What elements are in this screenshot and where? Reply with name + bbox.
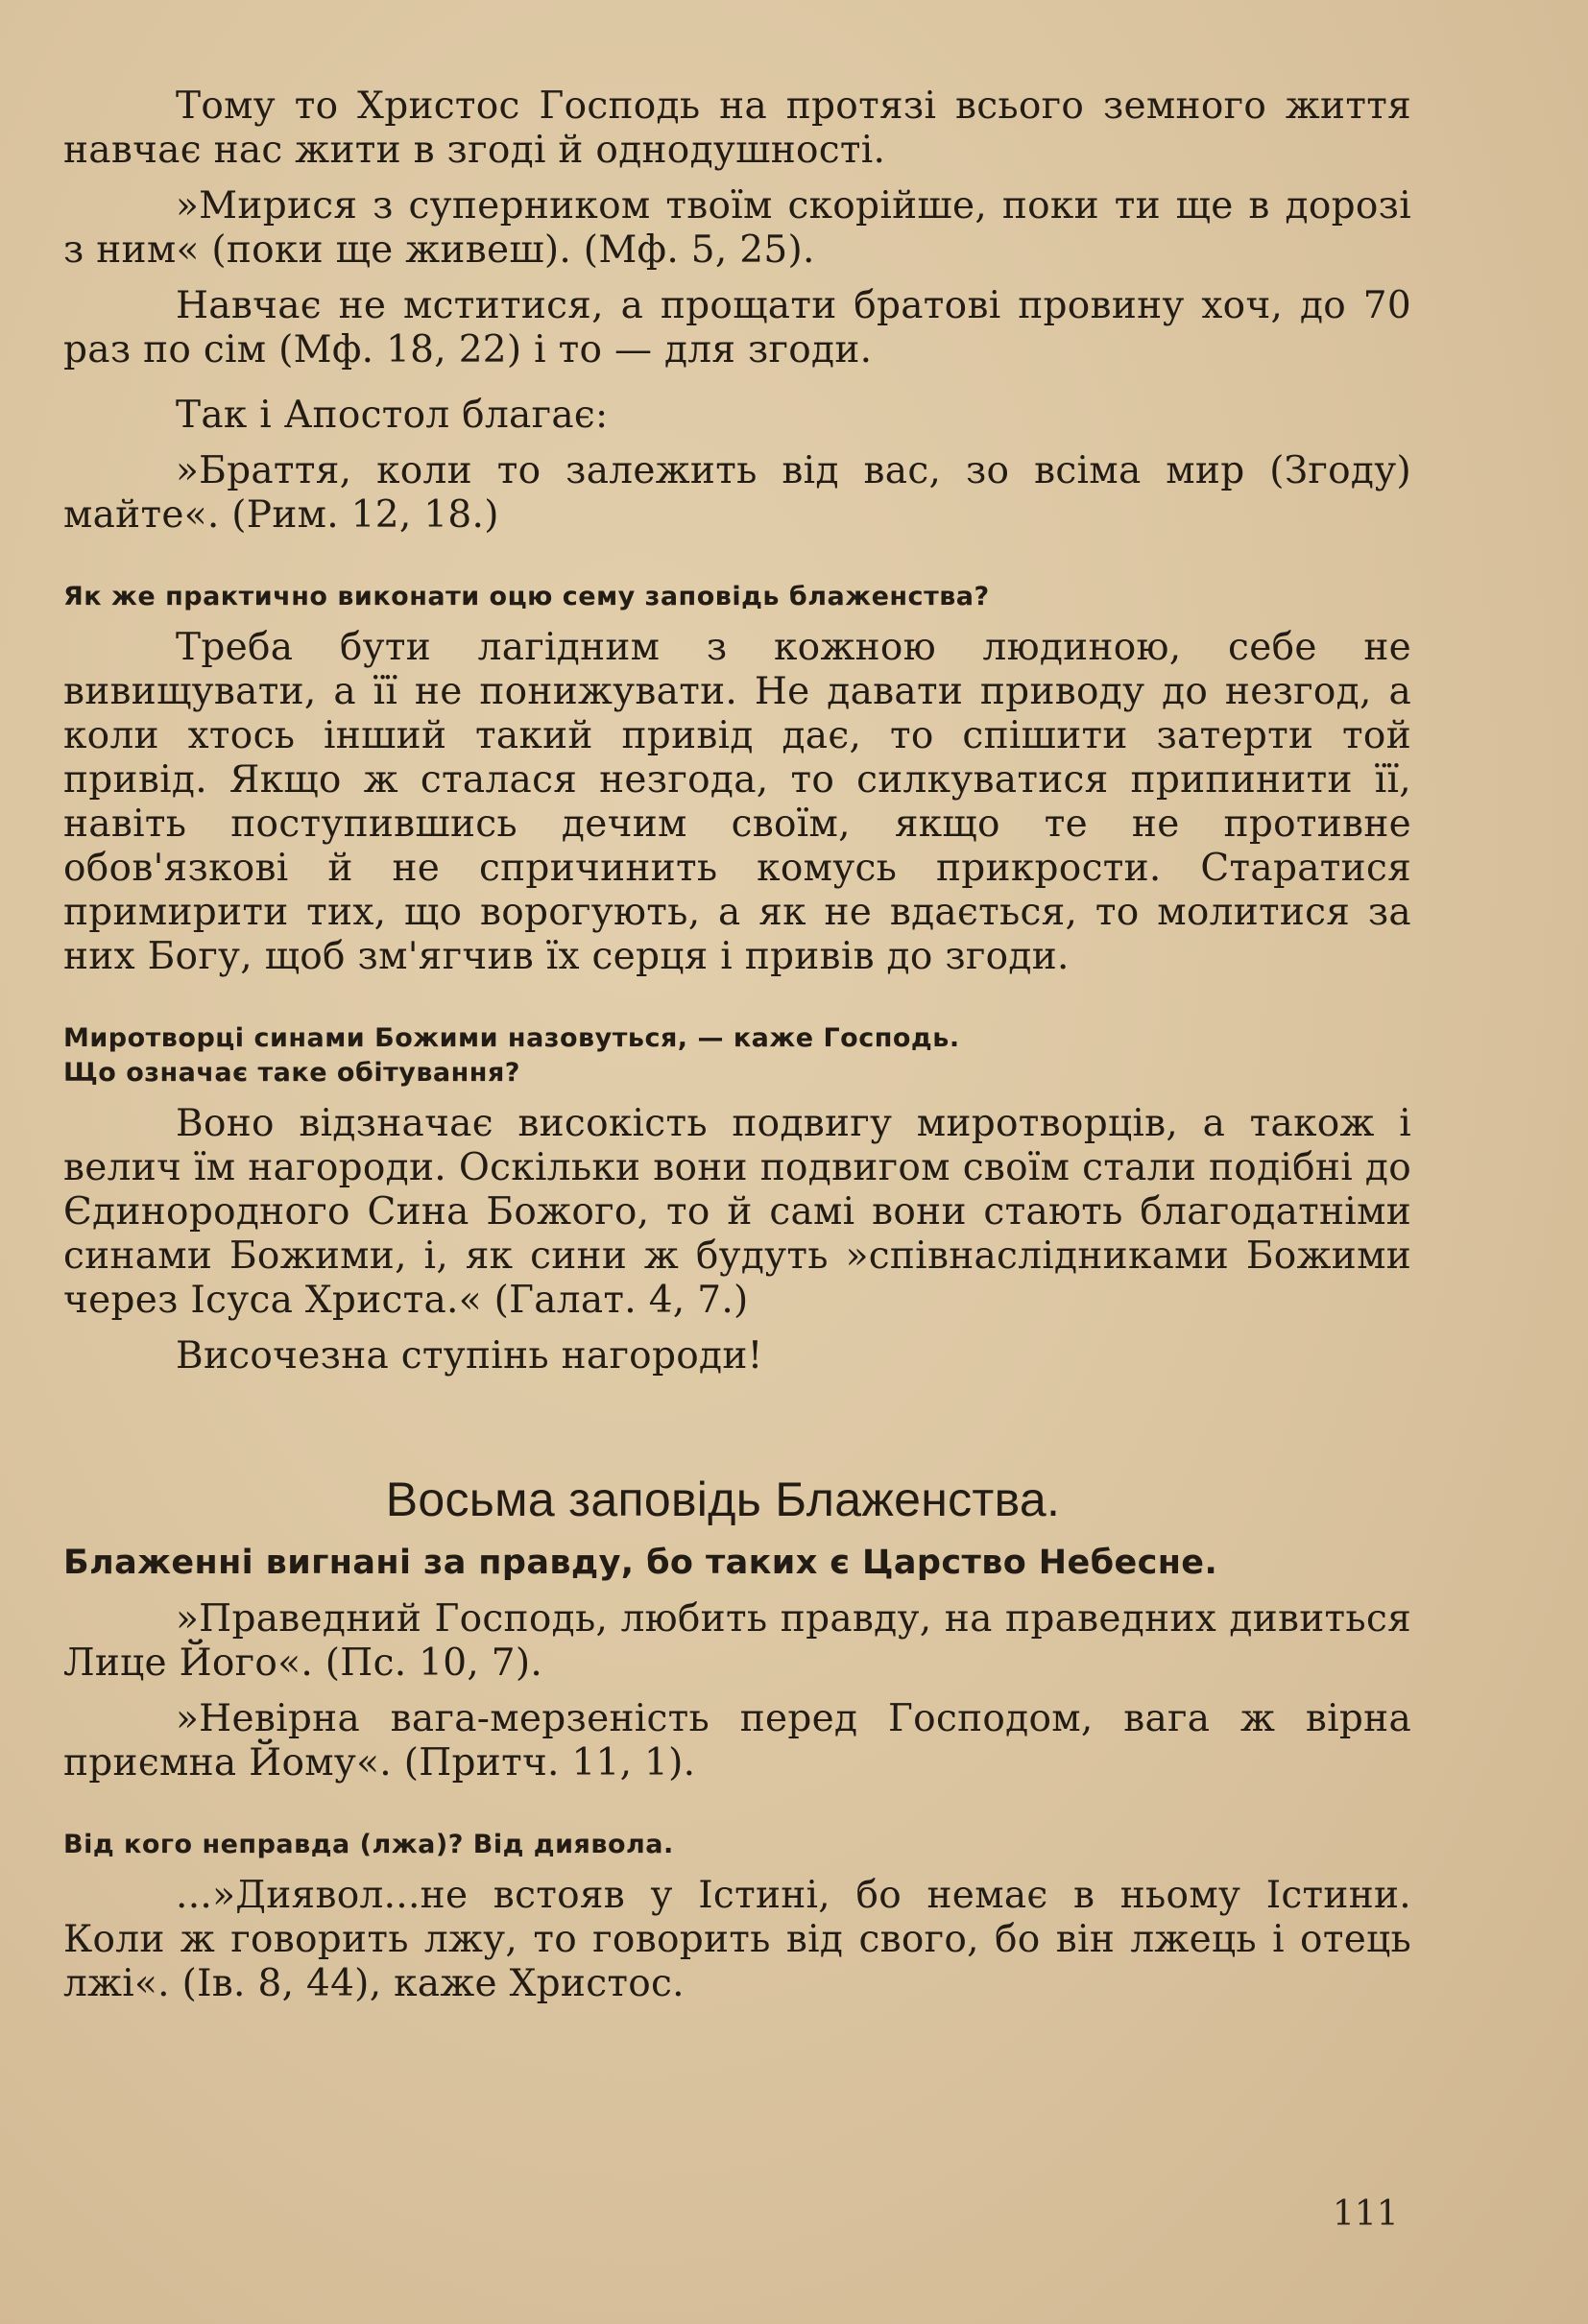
paragraph: Так і Апостол благає: xyxy=(176,394,609,437)
section-title: Восьма заповідь Блаженства. xyxy=(385,1473,1061,1526)
question-heading: Від кого неправда (лжа)? Від диявола. xyxy=(63,1830,674,1859)
page-content xyxy=(63,84,1411,2006)
section-subtitle: Блаженні вигнані за правду, бо таких є Царство Небесне. xyxy=(63,1544,1218,1582)
paragraph: »Браття, коли то залежить від вас, зо всіма мир (Згоду) майте«. (Рим. 12, 18.) xyxy=(63,449,1411,537)
paragraph: Навчає не мститися, а прощати братові провину хоч, до 70 раз по сім (Мф. 18, 22) і то — для згоди. xyxy=(63,284,1411,371)
paragraph: Височезна ступінь нагороди! xyxy=(176,1334,763,1378)
paragraph: ...»Диявол...не встояв у Істині, бо немає в ньому Істини. Коли ж говорить лжу, то говорить від свого, бо він лжець і отець лжі«. (Ів. 8, 44), каже Христос. xyxy=(63,1874,1411,2005)
page-number: 111 xyxy=(1333,2194,1399,2234)
paragraph: »Мирися з суперником твоїм скорійше, поки ти ще в дорозі з ним« (поки ще живеш). (Мф. 5, 25). xyxy=(63,184,1411,272)
question-heading: Як же практично виконати оцю сему заповідь блаженства? xyxy=(63,582,990,611)
paragraph: Тому то Христос Господь на протязі всього земного життя навчає нас жити в згоді й однодушності. xyxy=(63,84,1411,172)
paragraph: Треба бути лагідним з кожною людиною, себе не вивищувати, а її не понижувати. Не давати приводу до незгод, а коли хтось інший такий привід дає, то спішити затерти той привід. Якщо ж сталася незгода, то силкуватися припинити її, навіть поступившись дечим своїм, якщо те не противне обов'язкові й не спричинить комусь прикрости. Старатися примирити тих, що ворогують, а як не вдається, то молитися за них Богу, щоб зм'ягчив їх серця і привів до згоди. xyxy=(63,626,1411,978)
paragraph: »Праведний Господь, любить правду, на праведних дивиться Лице Його«. (Пс. 10, 7). xyxy=(63,1597,1411,1685)
question-heading: Миротворці синами Божими назовуться, — каже Господь. xyxy=(63,1023,960,1053)
question-heading: Що означає таке обітування? xyxy=(63,1058,520,1088)
paragraph: »Невірна вага-мерзеність перед Господом, вага ж вірна приємна Йому«. (Притч. 11, 1). xyxy=(63,1697,1411,1785)
paragraph: Воно відзначає високість подвигу миротворців, а також і велич їм нагороди. Оскільки вони подвигом своїм стали подібні до Єдинородного Сина Божого, то й самі вони стають благодатніми синами Божими, і, як сини ж будуть »співнаслідниками Божими через Ісуса Христа.« (Галат. 4, 7.) xyxy=(63,1102,1411,1322)
